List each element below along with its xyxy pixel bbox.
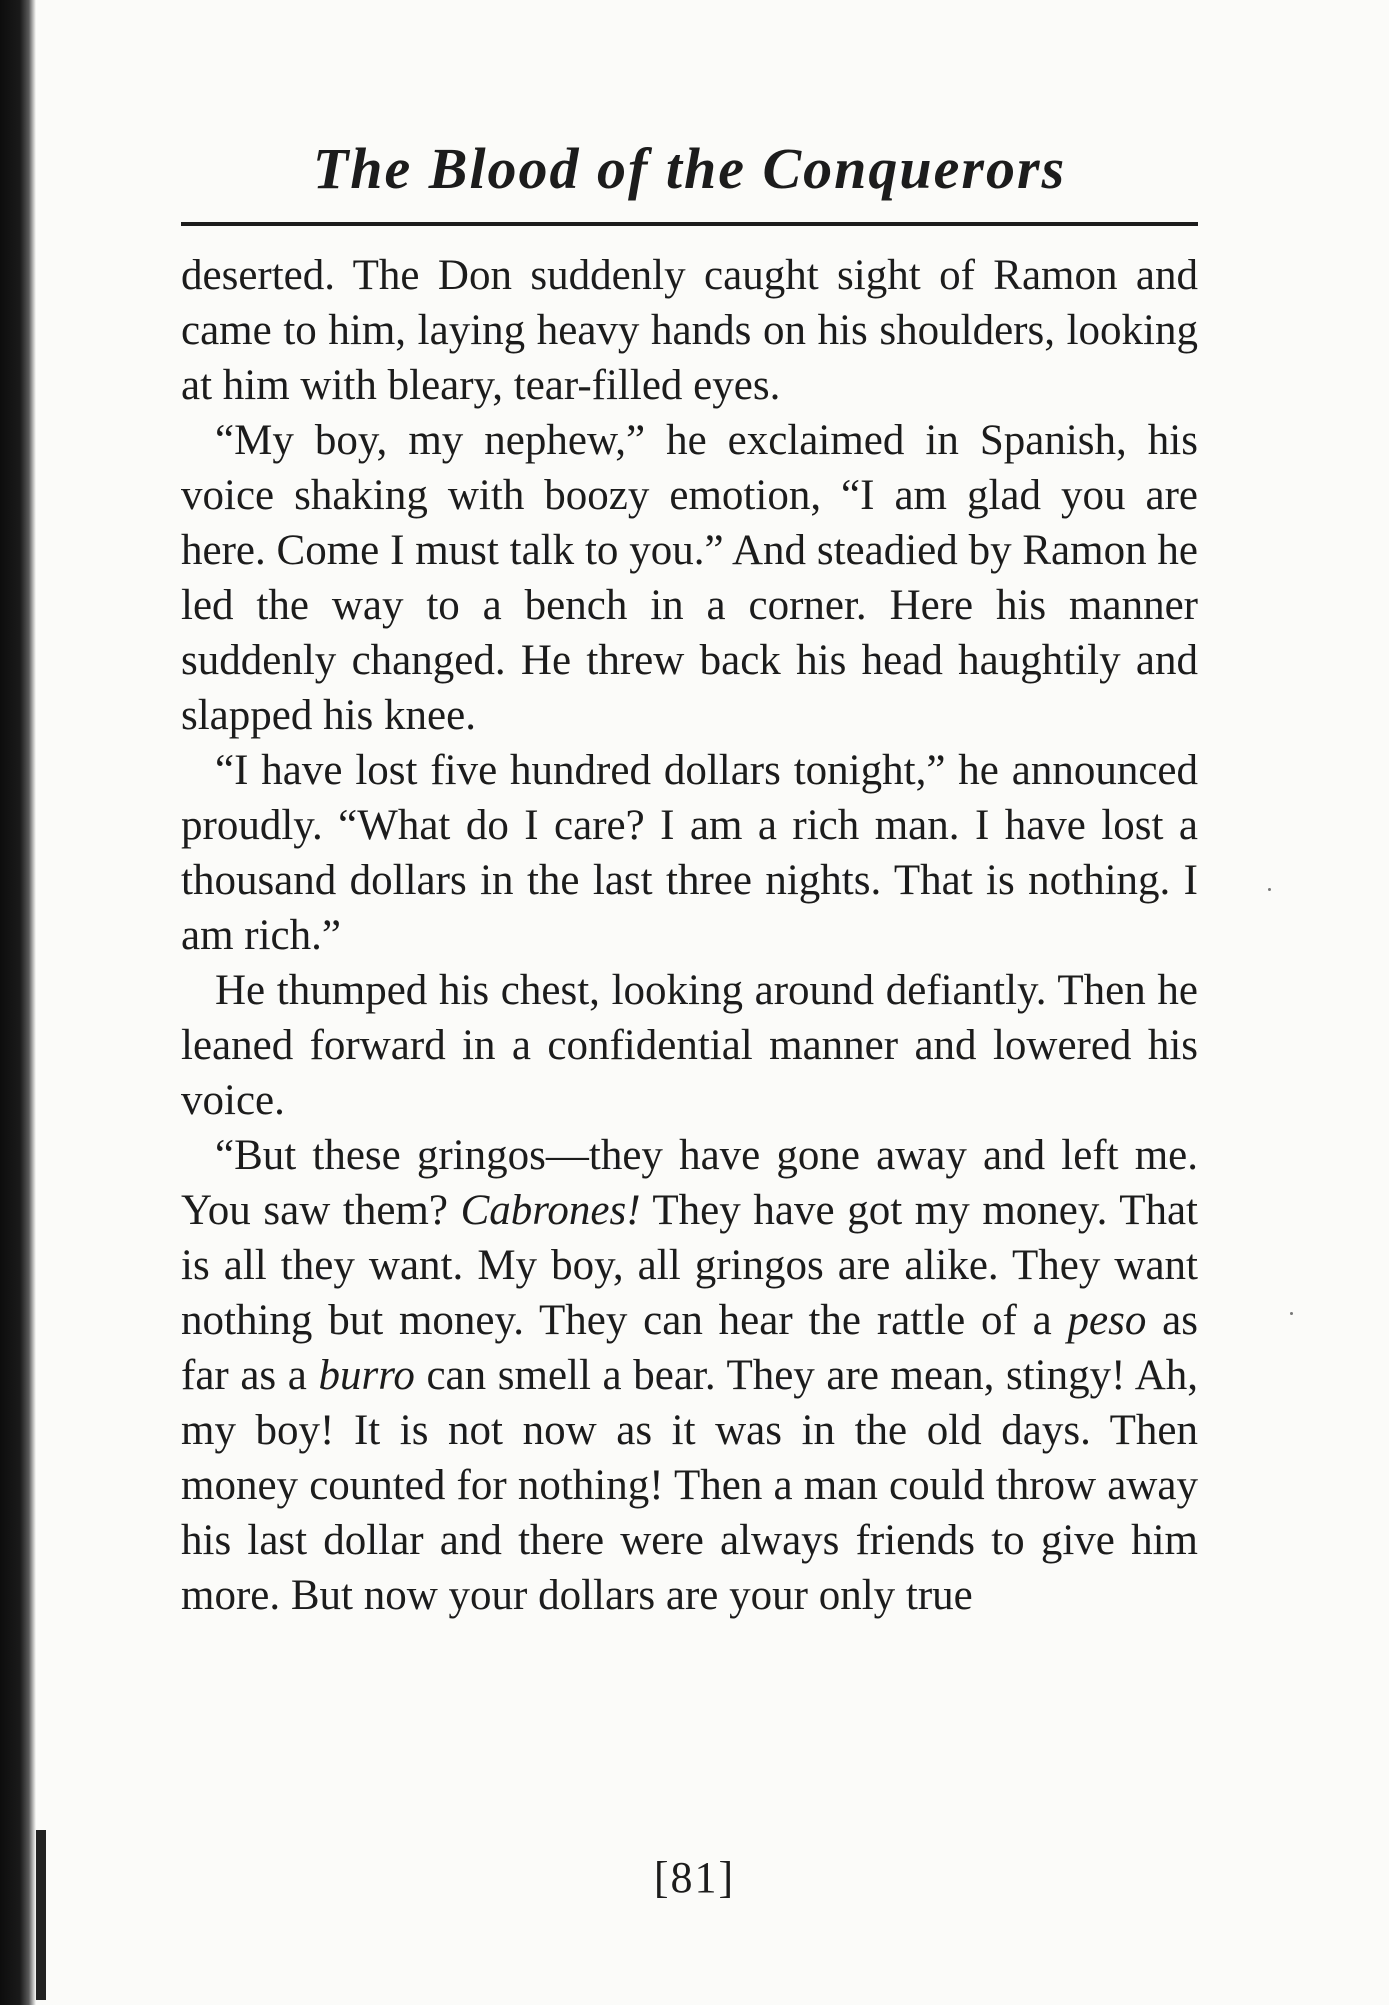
- paragraph-5-part-1: “But these gringos—they have gone away and left me. You saw them?: [181, 1132, 1198, 1234]
- italic-peso: peso: [1067, 1297, 1147, 1344]
- italic-cabrones: Cabrones!: [460, 1187, 641, 1234]
- paragraph-1: deserted. The Don suddenly caught sight of Ramon and came to him, laying heavy hands on his shoulders, looking at him with bleary, tear-filled eyes.: [181, 252, 1198, 409]
- running-head: The Blood of the Conquerors: [312, 136, 1067, 201]
- body-text: [181, 248, 1198, 1623]
- paragraph-5-part-2: They have got my money. That is all they want. My boy, all gringos are alike. They want nothing but money. They can hear the rattle of a: [181, 1187, 1199, 1344]
- italic-burro: burro: [318, 1352, 415, 1399]
- page-number: [81]: [653, 1853, 736, 1902]
- book-binding-edge: [0, 0, 36, 2005]
- paragraph-5-part-3: as far as a: [181, 1297, 1198, 1399]
- paragraph-2: “My boy, my nephew,” he exclaimed in Spanish, his voice shaking with boozy emotion, “I am glad you are here. Come I must talk to you.” And steadied by Ramon he led the way to a bench in a corner. Here his manner suddenly changed. He threw back his head haughtily and slapped his knee.: [181, 417, 1198, 739]
- paragraph-3: “I have lost five hundred dollars tonight,” he announced proudly. “What do I care? I am a rich man. I have lost a thousand dollars in the last three nights. That is nothing. I am rich.”: [181, 747, 1198, 959]
- paragraph-4: He thumped his chest, looking around defiantly. Then he leaned forward in a confidential manner and lowered his voice.: [181, 967, 1198, 1124]
- speck: [1268, 888, 1271, 891]
- header-rule: [181, 222, 1198, 226]
- paragraph-5: [181, 1128, 1198, 1623]
- paragraph-5-part-4: can smell a bear. They are mean, stingy! Ah, my boy! It is not now as it was in the old days. Then money counted for nothing! Then a man could throw away his last dollar and there were always friends to give him more. But now your dollars are your only true: [181, 1352, 1198, 1619]
- book-page: [181, 130, 1198, 1623]
- speck: [1290, 1312, 1293, 1315]
